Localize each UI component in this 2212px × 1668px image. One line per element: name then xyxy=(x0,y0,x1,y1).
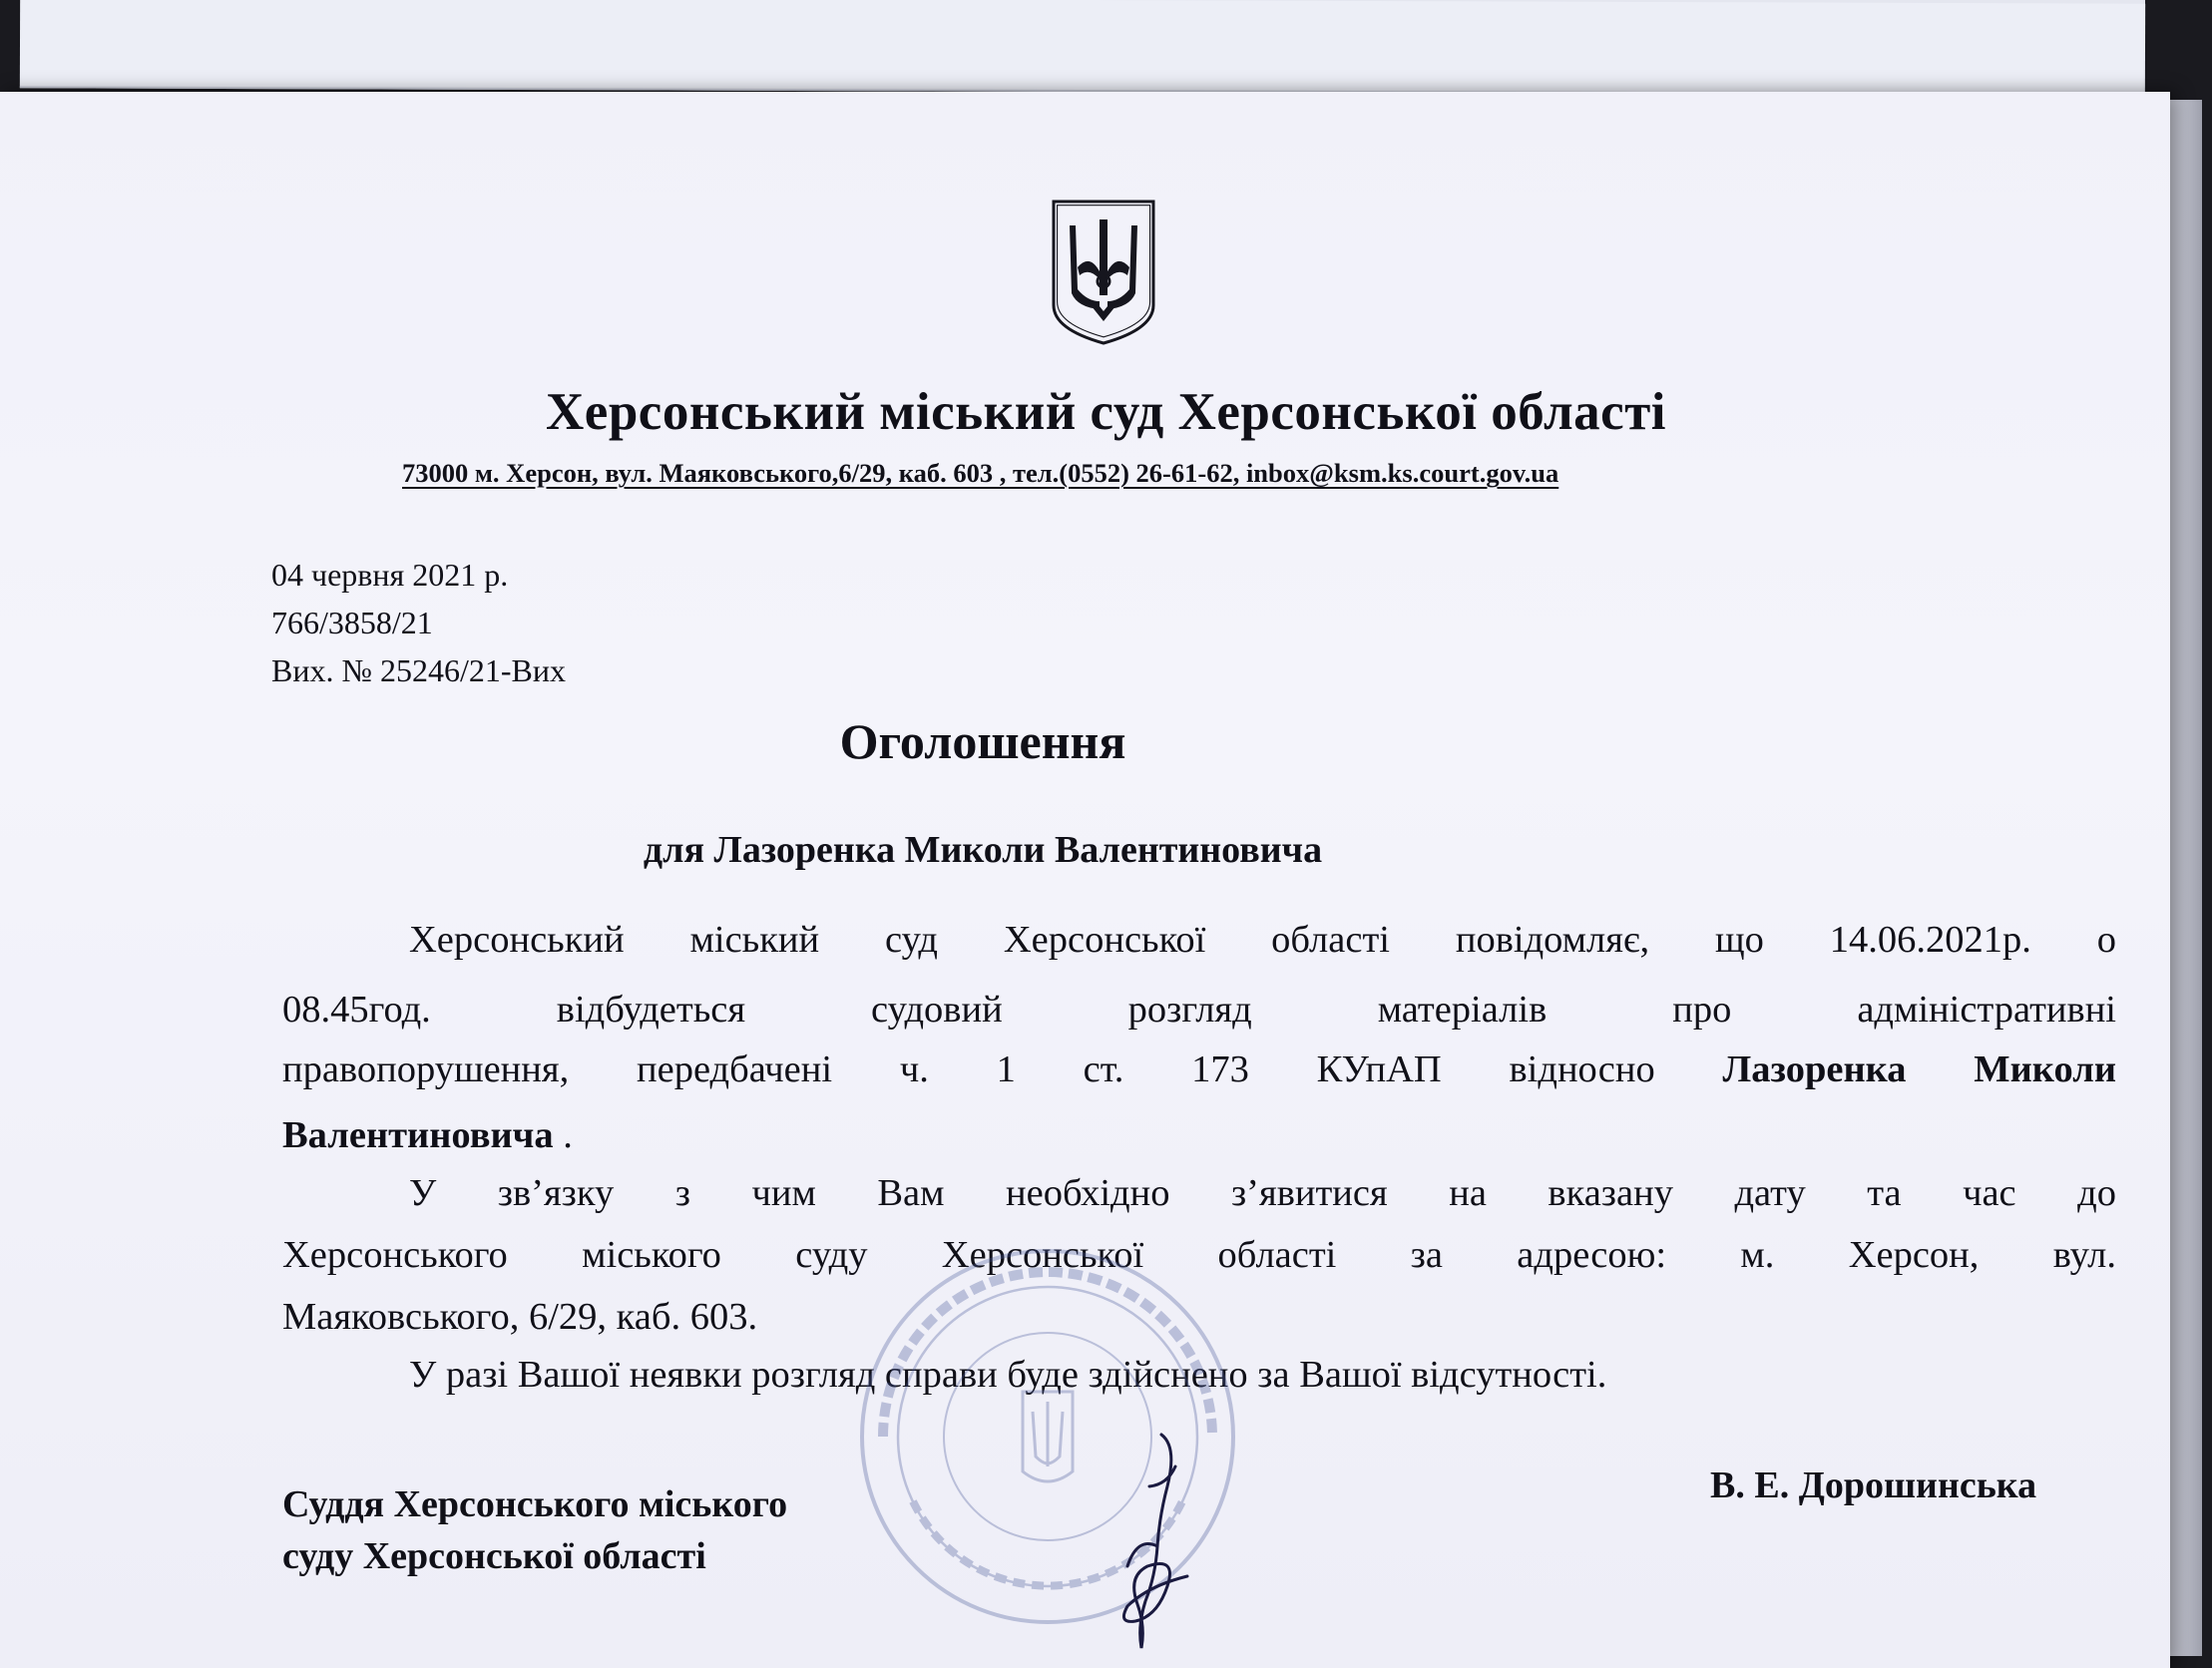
judge-name: В. Е. Дорошинська xyxy=(1710,1464,2037,1506)
signer-position: суду Херсонської області xyxy=(282,1535,706,1577)
body-line: Маяковського, 6/29, каб. 603. xyxy=(282,1296,758,1338)
case-number: 766/3858/21 xyxy=(271,605,433,640)
coat-of-arms-icon xyxy=(1048,198,1159,347)
body-text: правопорушення, передбачені ч. 1 ст. 173 КУпАП відносно xyxy=(282,1048,1655,1090)
body-line: У зв’язку з чим Вам необхідно з’явитися на вказану дату та час до xyxy=(409,1172,2116,1214)
background-sheet xyxy=(20,0,2145,96)
person-name: Валентиновича xyxy=(282,1114,554,1156)
outgoing-number: Вих. № 25246/21-Вих xyxy=(271,652,567,688)
body-line: Херсонського міського суду Херсонської області за адресою: м. Херсон, вул. xyxy=(282,1234,2116,1276)
document-date: 04 червня 2021 р. xyxy=(271,557,509,593)
document-subheading: для Лазоренка Миколи Валентиновича xyxy=(643,829,1323,871)
court-title: Херсонський міський суд Херсонської області xyxy=(546,383,1666,441)
document-heading: Оголошення xyxy=(839,713,1126,769)
court-address: 73000 м. Херсон, вул. Маяковського,6/29, каб. 603 , тел.(0552) 26-61-62, inbox@ksm.ks.court.gov.ua xyxy=(402,458,1559,488)
person-name: Лазоренка Миколи xyxy=(1722,1048,2117,1090)
body-line: У разі Вашої неявки розгляд справи буде здійснено за Вашої відсутності. xyxy=(409,1354,1607,1396)
body-line: Херсонський міський суд Херсонської області повідомляє, що 14.06.2021р. о xyxy=(409,919,2116,961)
signer-position: Суддя Херсонського міського xyxy=(282,1483,788,1525)
paper-stack-edge xyxy=(2170,100,2202,1656)
body-text: . xyxy=(553,1114,573,1156)
body-line xyxy=(282,1047,2116,1091)
body-line xyxy=(282,1113,2116,1157)
body-line: 08.45год. відбудеться судовий розгляд матеріалів про адміністративні xyxy=(282,989,2116,1031)
handwritten-signature xyxy=(1098,1427,1217,1656)
